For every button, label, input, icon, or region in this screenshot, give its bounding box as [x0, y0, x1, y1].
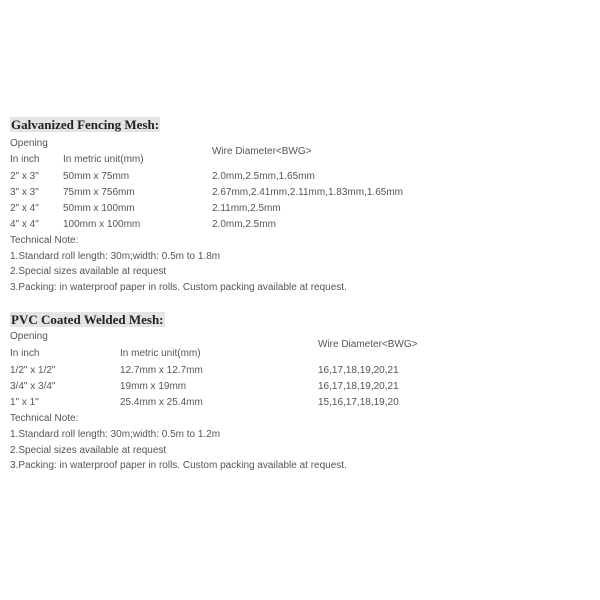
wire-header: Wire Diameter<BWG>: [212, 146, 312, 157]
note-line: 3.Packing: in waterproof paper in rolls. Custom packing available at request.: [10, 282, 347, 293]
inch-cell: 2" x 4": [10, 203, 39, 214]
section-title: PVC Coated Welded Mesh:: [11, 312, 164, 327]
metric-header: In metric unit(mm): [63, 154, 144, 165]
note-line: 1.Standard roll length: 30m;width: 0.5m to 1.8m: [10, 251, 221, 262]
technical-note-title: Technical Note:: [10, 413, 79, 424]
note-line: 2.Special sizes available at request: [10, 266, 167, 277]
inch-cell: 4" x 4": [10, 219, 39, 230]
opening-label: Opening: [10, 138, 48, 149]
inch-header: In inch: [10, 348, 40, 359]
metric-cell: 12.7mm x 12.7mm: [120, 365, 203, 376]
technical-note-title: Technical Note:: [10, 235, 79, 246]
opening-label: Opening: [10, 331, 48, 342]
wire-cell: 15,16,17,18,19,20: [318, 397, 399, 408]
inch-cell: 1/2" x 1/2": [10, 365, 56, 376]
metric-cell: 75mm x 756mm: [63, 187, 135, 198]
inch-cell: 1" x 1": [10, 397, 39, 408]
inch-header: In inch: [10, 154, 40, 165]
metric-cell: 19mm x 19mm: [120, 381, 187, 392]
metric-header: In metric unit(mm): [120, 348, 201, 359]
metric-cell: 50mm x 100mm: [63, 203, 135, 214]
metric-cell: 25.4mm x 25.4mm: [120, 397, 203, 408]
note-line: 3.Packing: in waterproof paper in rolls. Custom packing available at request.: [10, 460, 347, 471]
wire-cell: 16,17,18,19,20,21: [318, 365, 399, 376]
wire-cell: 16,17,18,19,20,21: [318, 381, 399, 392]
inch-cell: 2" x 3": [10, 171, 39, 182]
inch-cell: 3/4" x 3/4": [10, 381, 56, 392]
wire-header: Wire Diameter<BWG>: [318, 339, 418, 350]
wire-cell: 2.67mm,2.41mm,2.11mm,1.83mm,1.65mm: [212, 187, 403, 198]
wire-cell: 2.0mm,2.5mm: [212, 219, 276, 230]
wire-cell: 2.11mm,2.5mm: [212, 203, 281, 214]
metric-cell: 100mm x 100mm: [63, 219, 141, 230]
section-title: Galvanized Fencing Mesh:: [11, 117, 160, 132]
note-line: 2.Special sizes available at request: [10, 445, 167, 456]
wire-cell: 2.0mm,2.5mm,1.65mm: [212, 171, 315, 182]
inch-cell: 3" x 3": [10, 187, 39, 198]
note-line: 1.Standard roll length: 30m;width: 0.5m to 1.2m: [10, 429, 221, 440]
metric-cell: 50mm x 75mm: [63, 171, 130, 182]
